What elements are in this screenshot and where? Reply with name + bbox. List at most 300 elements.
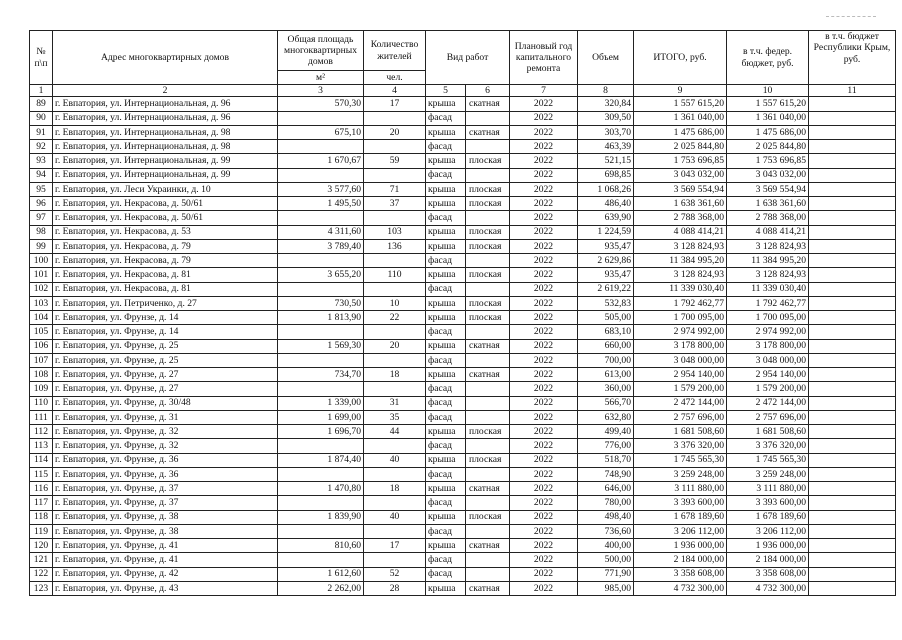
- table-row: [30, 524, 896, 538]
- cell-work-type: крыша: [426, 268, 466, 282]
- cell-work-type: фасад: [426, 211, 466, 225]
- cell-work-type: фасад: [426, 168, 466, 182]
- column-number: 2: [53, 85, 278, 97]
- table-row: [30, 339, 896, 353]
- column-number: 8: [578, 85, 634, 97]
- cell-row-number: 123: [30, 581, 53, 595]
- cell-address: г. Евпатория, ул. Интернациональная, д. 98: [53, 125, 278, 139]
- cell-federal-budget: 1 361 040,00: [727, 111, 809, 125]
- cell-total: 11 384 995,20: [634, 254, 727, 268]
- cell-total-area: 1 813,90: [278, 311, 364, 325]
- cell-total: 2 974 992,00: [634, 325, 727, 339]
- cell-total: 2 954 140,00: [634, 368, 727, 382]
- cell-total: 2 757 696,00: [634, 410, 727, 424]
- cell-volume: 646,00: [578, 482, 634, 496]
- cell-volume: 639,90: [578, 211, 634, 225]
- cell-crimea-budget: [809, 168, 896, 182]
- cell-federal-budget: 1 745 565,30: [727, 453, 809, 467]
- cell-total-area: [278, 496, 364, 510]
- cell-federal-budget: 3 048 000,00: [727, 353, 809, 367]
- table-row: [30, 97, 896, 111]
- cell-planned-year: 2022: [510, 539, 578, 553]
- cell-federal-budget: 1 681 508,60: [727, 425, 809, 439]
- cell-crimea-budget: [809, 182, 896, 196]
- cell-federal-budget: 11 339 030,40: [727, 282, 809, 296]
- table-row: [30, 111, 896, 125]
- cell-planned-year: 2022: [510, 368, 578, 382]
- cell-roof-type: [466, 140, 510, 154]
- cell-planned-year: 2022: [510, 296, 578, 310]
- cell-row-number: 94: [30, 168, 53, 182]
- header-total-area: Общая площадь многоквартирных домов: [278, 31, 364, 71]
- cell-residents: [364, 254, 426, 268]
- table-row: [30, 140, 896, 154]
- cell-row-number: 109: [30, 382, 53, 396]
- cell-total-area: 4 311,60: [278, 225, 364, 239]
- cell-federal-budget: 4 088 414,21: [727, 225, 809, 239]
- table-row: [30, 553, 896, 567]
- cell-row-number: 96: [30, 197, 53, 211]
- cell-work-type: фасад: [426, 439, 466, 453]
- cell-total-area: 3 789,40: [278, 239, 364, 253]
- cell-roof-type: плоская: [466, 510, 510, 524]
- cell-crimea-budget: [809, 125, 896, 139]
- cell-federal-budget: 4 732 300,00: [727, 581, 809, 595]
- cell-roof-type: плоская: [466, 154, 510, 168]
- cell-roof-type: [466, 168, 510, 182]
- table-row: [30, 211, 896, 225]
- cell-crimea-budget: [809, 97, 896, 111]
- header-row-number: № п\п: [30, 31, 53, 85]
- cell-crimea-budget: [809, 325, 896, 339]
- cell-address: г. Евпатория, ул. Петриченко, д. 27: [53, 296, 278, 310]
- cell-row-number: 98: [30, 225, 53, 239]
- cell-residents: 17: [364, 539, 426, 553]
- cell-total: 3 111 880,00: [634, 482, 727, 496]
- cell-total: 1 792 462,77: [634, 296, 727, 310]
- table-row: [30, 382, 896, 396]
- cell-residents: [364, 382, 426, 396]
- cell-volume: 748,90: [578, 467, 634, 481]
- cell-total: 1 361 040,00: [634, 111, 727, 125]
- cell-row-number: 93: [30, 154, 53, 168]
- cell-roof-type: [466, 353, 510, 367]
- cell-planned-year: 2022: [510, 97, 578, 111]
- cell-work-type: фасад: [426, 282, 466, 296]
- cell-roof-type: скатная: [466, 539, 510, 553]
- cell-roof-type: скатная: [466, 97, 510, 111]
- column-number: 11: [809, 85, 896, 97]
- cell-work-type: крыша: [426, 425, 466, 439]
- header-residents: Количество жителей: [364, 31, 426, 71]
- cell-row-number: 107: [30, 353, 53, 367]
- cell-residents: 22: [364, 311, 426, 325]
- cell-address: г. Евпатория, ул. Фрунзе, д. 41: [53, 539, 278, 553]
- cell-federal-budget: 3 569 554,94: [727, 182, 809, 196]
- cell-residents: 31: [364, 396, 426, 410]
- scan-edge-mark: [826, 16, 876, 18]
- cell-address: г. Евпатория, ул. Фрунзе, д. 43: [53, 581, 278, 595]
- cell-total: 4 088 414,21: [634, 225, 727, 239]
- cell-planned-year: 2022: [510, 581, 578, 595]
- cell-roof-type: скатная: [466, 482, 510, 496]
- cell-total: 1 700 095,00: [634, 311, 727, 325]
- cell-total-area: [278, 254, 364, 268]
- cell-address: г. Евпатория, ул. Фрунзе, д. 38: [53, 524, 278, 538]
- cell-crimea-budget: [809, 353, 896, 367]
- cell-roof-type: плоская: [466, 311, 510, 325]
- cell-residents: 10: [364, 296, 426, 310]
- cell-crimea-budget: [809, 553, 896, 567]
- cell-planned-year: 2022: [510, 524, 578, 538]
- cell-row-number: 108: [30, 368, 53, 382]
- header-planned-year: Плановый год капитального ремонта: [510, 31, 578, 85]
- cell-total: 1 638 361,60: [634, 197, 727, 211]
- cell-roof-type: [466, 282, 510, 296]
- cell-federal-budget: 1 475 686,00: [727, 125, 809, 139]
- cell-total-area: 570,30: [278, 97, 364, 111]
- table-body: [30, 97, 896, 596]
- cell-volume: 486,40: [578, 197, 634, 211]
- cell-federal-budget: 1 638 361,60: [727, 197, 809, 211]
- cell-planned-year: 2022: [510, 339, 578, 353]
- cell-roof-type: [466, 111, 510, 125]
- cell-work-type: фасад: [426, 325, 466, 339]
- cell-residents: [364, 467, 426, 481]
- cell-roof-type: [466, 211, 510, 225]
- cell-residents: [364, 439, 426, 453]
- cell-work-type: крыша: [426, 453, 466, 467]
- cell-planned-year: 2022: [510, 239, 578, 253]
- cell-crimea-budget: [809, 211, 896, 225]
- cell-volume: 360,00: [578, 382, 634, 396]
- cell-work-type: крыша: [426, 197, 466, 211]
- cell-address: г. Евпатория, ул. Леси Украинки, д. 10: [53, 182, 278, 196]
- cell-work-type: крыша: [426, 510, 466, 524]
- cell-planned-year: 2022: [510, 567, 578, 581]
- cell-planned-year: 2022: [510, 311, 578, 325]
- table-row: [30, 439, 896, 453]
- cell-address: г. Евпатория, ул. Некрасова, д. 53: [53, 225, 278, 239]
- cell-work-type: крыша: [426, 225, 466, 239]
- cell-total: 1 753 696,85: [634, 154, 727, 168]
- cell-federal-budget: 2 184 000,00: [727, 553, 809, 567]
- cell-work-type: крыша: [426, 239, 466, 253]
- header-work-type: Вид работ: [426, 31, 510, 85]
- cell-crimea-budget: [809, 410, 896, 424]
- cell-total-area: 810,60: [278, 539, 364, 553]
- cell-address: г. Евпатория, ул. Фрунзе, д. 25: [53, 353, 278, 367]
- cell-row-number: 97: [30, 211, 53, 225]
- column-number-row: [30, 85, 896, 97]
- cell-federal-budget: 2 954 140,00: [727, 368, 809, 382]
- cell-volume: 500,00: [578, 553, 634, 567]
- cell-work-type: крыша: [426, 482, 466, 496]
- cell-crimea-budget: [809, 239, 896, 253]
- cell-crimea-budget: [809, 296, 896, 310]
- cell-crimea-budget: [809, 254, 896, 268]
- cell-total-area: 1 696,70: [278, 425, 364, 439]
- cell-total-area: [278, 211, 364, 225]
- cell-federal-budget: 3 111 880,00: [727, 482, 809, 496]
- capital-repair-table-sheet: [29, 30, 896, 596]
- cell-planned-year: 2022: [510, 453, 578, 467]
- header-residents-unit: чел.: [364, 71, 426, 85]
- cell-roof-type: скатная: [466, 339, 510, 353]
- cell-federal-budget: 3 358 608,00: [727, 567, 809, 581]
- cell-volume: 463,39: [578, 140, 634, 154]
- header-federal-budget: в т.ч. федер. бюджет, руб.: [727, 31, 809, 85]
- cell-volume: 400,00: [578, 539, 634, 553]
- cell-federal-budget: 3 178 800,00: [727, 339, 809, 353]
- cell-total: 3 376 320,00: [634, 439, 727, 453]
- cell-volume: 566,70: [578, 396, 634, 410]
- cell-address: г. Евпатория, ул. Фрунзе, д. 36: [53, 467, 278, 481]
- cell-address: г. Евпатория, ул. Интернациональная, д. 96: [53, 97, 278, 111]
- cell-federal-budget: 1 936 000,00: [727, 539, 809, 553]
- cell-residents: 37: [364, 197, 426, 211]
- cell-residents: 44: [364, 425, 426, 439]
- table-row: [30, 396, 896, 410]
- cell-total: 2 788 368,00: [634, 211, 727, 225]
- table-row: [30, 482, 896, 496]
- cell-work-type: фасад: [426, 467, 466, 481]
- cell-roof-type: плоская: [466, 453, 510, 467]
- cell-row-number: 105: [30, 325, 53, 339]
- cell-planned-year: 2022: [510, 154, 578, 168]
- cell-federal-budget: 1 557 615,20: [727, 97, 809, 111]
- cell-row-number: 121: [30, 553, 53, 567]
- cell-federal-budget: 2 757 696,00: [727, 410, 809, 424]
- cell-planned-year: 2022: [510, 325, 578, 339]
- cell-planned-year: 2022: [510, 225, 578, 239]
- cell-total-area: [278, 439, 364, 453]
- table-row: [30, 168, 896, 182]
- cell-total-area: 1 470,80: [278, 482, 364, 496]
- table-row: [30, 154, 896, 168]
- cell-work-type: фасад: [426, 524, 466, 538]
- cell-volume: 771,90: [578, 567, 634, 581]
- cell-total-area: 675,10: [278, 125, 364, 139]
- table-row: [30, 581, 896, 595]
- cell-crimea-budget: [809, 524, 896, 538]
- cell-total: 3 259 248,00: [634, 467, 727, 481]
- cell-work-type: крыша: [426, 339, 466, 353]
- cell-total-area: [278, 524, 364, 538]
- cell-crimea-budget: [809, 396, 896, 410]
- cell-planned-year: 2022: [510, 254, 578, 268]
- cell-row-number: 103: [30, 296, 53, 310]
- cell-row-number: 95: [30, 182, 53, 196]
- cell-roof-type: скатная: [466, 368, 510, 382]
- cell-address: г. Евпатория, ул. Интернациональная, д. 98: [53, 140, 278, 154]
- cell-address: г. Евпатория, ул. Фрунзе, д. 31: [53, 410, 278, 424]
- table-header: [30, 31, 896, 97]
- cell-crimea-budget: [809, 339, 896, 353]
- cell-total: 1 936 000,00: [634, 539, 727, 553]
- cell-total-area: 1 839,90: [278, 510, 364, 524]
- header-area-unit: м²: [278, 71, 364, 85]
- cell-total-area: 1 612,60: [278, 567, 364, 581]
- cell-roof-type: [466, 496, 510, 510]
- cell-row-number: 100: [30, 254, 53, 268]
- cell-total: 3 206 112,00: [634, 524, 727, 538]
- cell-address: г. Евпатория, ул. Фрунзе, д. 37: [53, 496, 278, 510]
- cell-row-number: 90: [30, 111, 53, 125]
- cell-address: г. Евпатория, ул. Фрунзе, д. 38: [53, 510, 278, 524]
- cell-roof-type: плоская: [466, 296, 510, 310]
- cell-volume: 613,00: [578, 368, 634, 382]
- table-row: [30, 296, 896, 310]
- cell-total: 3 569 554,94: [634, 182, 727, 196]
- cell-planned-year: 2022: [510, 496, 578, 510]
- cell-roof-type: [466, 382, 510, 396]
- cell-address: г. Евпатория, ул. Некрасова, д. 81: [53, 282, 278, 296]
- cell-address: г. Евпатория, ул. Фрунзе, д. 32: [53, 425, 278, 439]
- cell-total: 3 043 032,00: [634, 168, 727, 182]
- cell-total: 2 184 000,00: [634, 553, 727, 567]
- cell-work-type: фасад: [426, 140, 466, 154]
- column-number: 9: [634, 85, 727, 97]
- table-row: [30, 453, 896, 467]
- cell-total-area: [278, 168, 364, 182]
- cell-crimea-budget: [809, 467, 896, 481]
- cell-roof-type: плоская: [466, 197, 510, 211]
- cell-row-number: 104: [30, 311, 53, 325]
- cell-roof-type: [466, 396, 510, 410]
- cell-federal-budget: 3 128 824,93: [727, 239, 809, 253]
- cell-federal-budget: 1 678 189,60: [727, 510, 809, 524]
- cell-crimea-budget: [809, 539, 896, 553]
- column-number: 7: [510, 85, 578, 97]
- cell-volume: 935,47: [578, 268, 634, 282]
- cell-total-area: 730,50: [278, 296, 364, 310]
- cell-work-type: крыша: [426, 97, 466, 111]
- cell-federal-budget: 3 043 032,00: [727, 168, 809, 182]
- cell-volume: 521,15: [578, 154, 634, 168]
- cell-planned-year: 2022: [510, 382, 578, 396]
- cell-residents: 35: [364, 410, 426, 424]
- cell-total-area: 3 577,60: [278, 182, 364, 196]
- cell-total: 3 393 600,00: [634, 496, 727, 510]
- cell-row-number: 106: [30, 339, 53, 353]
- cell-row-number: 119: [30, 524, 53, 538]
- cell-work-type: фасад: [426, 353, 466, 367]
- cell-roof-type: плоская: [466, 182, 510, 196]
- cell-roof-type: [466, 567, 510, 581]
- cell-planned-year: 2022: [510, 510, 578, 524]
- cell-residents: 59: [364, 154, 426, 168]
- cell-roof-type: [466, 524, 510, 538]
- cell-roof-type: плоская: [466, 425, 510, 439]
- cell-roof-type: [466, 553, 510, 567]
- cell-federal-budget: 2 025 844,80: [727, 140, 809, 154]
- cell-address: г. Евпатория, ул. Некрасова, д. 79: [53, 254, 278, 268]
- cell-work-type: фасад: [426, 382, 466, 396]
- cell-residents: 20: [364, 125, 426, 139]
- cell-volume: 935,47: [578, 239, 634, 253]
- table-row: [30, 197, 896, 211]
- cell-address: г. Евпатория, ул. Фрунзе, д. 25: [53, 339, 278, 353]
- cell-federal-budget: 1 792 462,77: [727, 296, 809, 310]
- cell-address: г. Евпатория, ул. Фрунзе, д. 27: [53, 368, 278, 382]
- cell-residents: [364, 496, 426, 510]
- cell-address: г. Евпатория, ул. Некрасова, д. 50/61: [53, 197, 278, 211]
- cell-total-area: [278, 325, 364, 339]
- table-row: [30, 325, 896, 339]
- cell-volume: 632,80: [578, 410, 634, 424]
- cell-federal-budget: 3 393 600,00: [727, 496, 809, 510]
- table-row: [30, 539, 896, 553]
- cell-federal-budget: 1 700 095,00: [727, 311, 809, 325]
- cell-crimea-budget: [809, 197, 896, 211]
- cell-volume: 309,50: [578, 111, 634, 125]
- cell-roof-type: плоская: [466, 225, 510, 239]
- cell-crimea-budget: [809, 268, 896, 282]
- cell-volume: 776,00: [578, 439, 634, 453]
- cell-residents: [364, 353, 426, 367]
- table-row: [30, 368, 896, 382]
- cell-work-type: крыша: [426, 182, 466, 196]
- cell-total: 3 128 824,93: [634, 268, 727, 282]
- cell-address: г. Евпатория, ул. Фрунзе, д. 14: [53, 325, 278, 339]
- column-number: 4: [364, 85, 426, 97]
- cell-crimea-budget: [809, 439, 896, 453]
- cell-total: 1 745 565,30: [634, 453, 727, 467]
- cell-residents: 20: [364, 339, 426, 353]
- capital-repair-table: [29, 30, 896, 596]
- cell-roof-type: скатная: [466, 125, 510, 139]
- cell-address: г. Евпатория, ул. Интернациональная, д. 99: [53, 154, 278, 168]
- table-row: [30, 239, 896, 253]
- column-number: 5: [426, 85, 466, 97]
- cell-federal-budget: 2 974 992,00: [727, 325, 809, 339]
- cell-planned-year: 2022: [510, 410, 578, 424]
- cell-total-area: 1 874,40: [278, 453, 364, 467]
- cell-crimea-budget: [809, 567, 896, 581]
- cell-total: 3 358 608,00: [634, 567, 727, 581]
- cell-row-number: 116: [30, 482, 53, 496]
- header-crimea-budget: в т.ч. бюджет Республики Крым, руб.: [809, 31, 896, 85]
- cell-crimea-budget: [809, 453, 896, 467]
- cell-volume: 320,84: [578, 97, 634, 111]
- cell-planned-year: 2022: [510, 353, 578, 367]
- cell-total-area: 1 699,00: [278, 410, 364, 424]
- cell-crimea-budget: [809, 382, 896, 396]
- cell-volume: 1 068,26: [578, 182, 634, 196]
- column-number: 6: [466, 85, 510, 97]
- cell-planned-year: 2022: [510, 182, 578, 196]
- cell-total-area: [278, 353, 364, 367]
- cell-residents: 18: [364, 368, 426, 382]
- cell-volume: 2 619,22: [578, 282, 634, 296]
- header-volume: Объем: [578, 31, 634, 85]
- cell-roof-type: плоская: [466, 239, 510, 253]
- cell-crimea-budget: [809, 154, 896, 168]
- cell-residents: 28: [364, 581, 426, 595]
- column-number: 10: [727, 85, 809, 97]
- cell-total-area: [278, 111, 364, 125]
- cell-residents: 52: [364, 567, 426, 581]
- cell-volume: 1 224,59: [578, 225, 634, 239]
- cell-planned-year: 2022: [510, 282, 578, 296]
- cell-work-type: фасад: [426, 111, 466, 125]
- cell-volume: 700,00: [578, 353, 634, 367]
- cell-row-number: 99: [30, 239, 53, 253]
- cell-work-type: крыша: [426, 296, 466, 310]
- cell-residents: 40: [364, 510, 426, 524]
- cell-work-type: крыша: [426, 154, 466, 168]
